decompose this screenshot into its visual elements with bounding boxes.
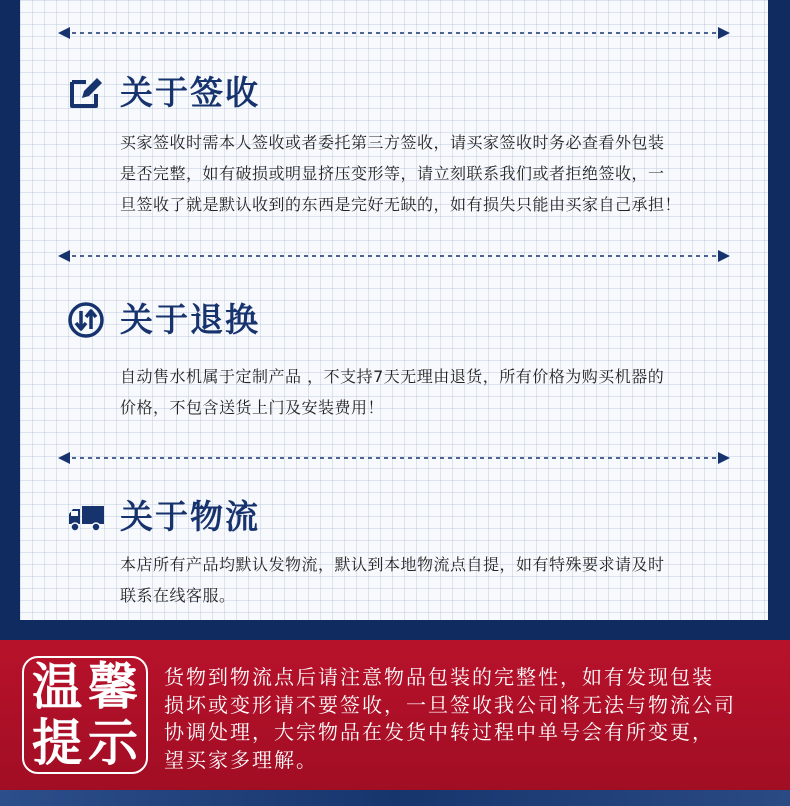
section-body-logistics <box>120 549 730 611</box>
notice-line: 协调处理，大宗物品在发货中转过程中单号会有所变更， <box>164 720 714 744</box>
section-title-logistics: 关于物流 <box>120 497 260 536</box>
section-body-receipt <box>120 127 730 220</box>
badge-char: 馨 <box>88 658 138 716</box>
body-line: 是否完整，如有破损或明显挤压变形等，请立刻联系我们或者拒绝签收，一 <box>120 164 665 183</box>
body-line: 联系在线客服。 <box>120 586 236 605</box>
notice-line: 望买家多理解。 <box>164 747 318 772</box>
body-line: 本店所有产品均默认发物流，默认到本地物流点自提，如有特殊要求请及时 <box>120 555 665 574</box>
exchange-icon <box>68 302 104 338</box>
badge-char: 温 <box>32 658 82 716</box>
truck-icon <box>68 500 104 536</box>
edit-icon <box>68 74 104 110</box>
section-title-receipt: 关于签收 <box>120 73 260 112</box>
notice-badge <box>22 656 148 774</box>
divider-1 <box>58 27 730 39</box>
badge-char: 示 <box>88 714 138 772</box>
section-body-returns <box>120 361 730 423</box>
notice-line: 损坏或变形请不要签收，一旦签收我公司将无法与物流公司 <box>164 692 736 717</box>
body-line: 价格，不包含送货上门及安装费用！ <box>120 398 385 417</box>
notice-text <box>164 664 774 774</box>
body-line: 自动售水机属于定制产品 ，不支持7天无理由退货，所有价格为购买机器的 <box>120 367 665 386</box>
body-line: 买家签收时需本人签收或者委托第三方签收，请买家签收时务必查看外包装 <box>120 133 665 152</box>
badge-char: 提 <box>32 714 82 772</box>
bottom-strip <box>0 790 790 806</box>
divider-2 <box>58 250 730 262</box>
divider-3 <box>58 452 730 464</box>
notice-line: 货物到物流点后请注意物品包装的完整性，如有发现包装 <box>164 665 714 689</box>
body-line: 旦签收了就是默认收到的东西是完好无缺的，如有损失只能由买家自己承担！ <box>120 195 682 214</box>
section-title-returns: 关于退换 <box>120 300 260 339</box>
